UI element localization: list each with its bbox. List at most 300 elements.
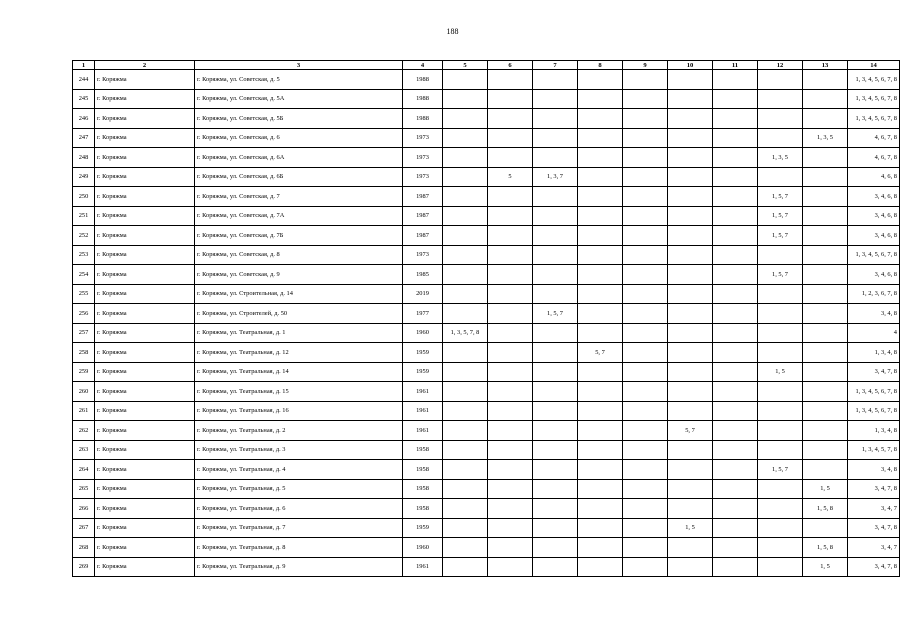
- cell-col-10: [668, 109, 713, 129]
- cell-settlement: г. Коряжма: [95, 148, 195, 168]
- cell-col-5: [443, 440, 488, 460]
- cell-col-6: [488, 557, 533, 577]
- cell-col-8: [578, 187, 623, 207]
- cell-col-14: 1, 2, 3, 6, 7, 8: [848, 284, 900, 304]
- cell-col-7: [533, 362, 578, 382]
- cell-col-8: [578, 245, 623, 265]
- cell-col-11: [713, 499, 758, 519]
- cell-year: 1960: [403, 538, 443, 558]
- cell-col-12: [758, 70, 803, 90]
- cell-settlement: г. Коряжма: [95, 440, 195, 460]
- cell-col-12: [758, 284, 803, 304]
- cell-col-13: [803, 167, 848, 187]
- cell-col-7: [533, 70, 578, 90]
- table-header-row: [73, 61, 900, 70]
- cell-col-12: [758, 499, 803, 519]
- cell-col-10: [668, 167, 713, 187]
- cell-settlement: г. Коряжма: [95, 304, 195, 324]
- cell-col-12: [758, 128, 803, 148]
- cell-col-9: [623, 362, 668, 382]
- cell-col-9: [623, 323, 668, 343]
- cell-col-6: [488, 323, 533, 343]
- cell-col-5: [443, 167, 488, 187]
- cell-col-8: [578, 206, 623, 226]
- cell-col-9: [623, 226, 668, 246]
- table-row: [73, 557, 900, 577]
- column-header-9: 9: [623, 61, 668, 70]
- cell-col-9: [623, 284, 668, 304]
- cell-col-5: [443, 187, 488, 207]
- cell-col-9: [623, 382, 668, 402]
- cell-col-9: [623, 206, 668, 226]
- cell-col-11: [713, 421, 758, 441]
- cell-settlement: г. Коряжма: [95, 499, 195, 519]
- cell-row-number: 248: [73, 148, 95, 168]
- cell-col-11: [713, 265, 758, 285]
- cell-settlement: г. Коряжма: [95, 557, 195, 577]
- cell-col-12: [758, 421, 803, 441]
- cell-address: г. Коряжма, ул. Строительная, д. 14: [195, 284, 403, 304]
- cell-col-11: [713, 401, 758, 421]
- cell-address: г. Коряжма, ул. Советская, д. 7Б: [195, 226, 403, 246]
- cell-col-7: [533, 343, 578, 363]
- cell-col-10: [668, 382, 713, 402]
- cell-col-10: [668, 538, 713, 558]
- cell-col-14: 3, 4, 6, 8: [848, 206, 900, 226]
- cell-col-13: [803, 304, 848, 324]
- cell-year: 1973: [403, 167, 443, 187]
- cell-col-9: [623, 499, 668, 519]
- cell-year: 1987: [403, 187, 443, 207]
- cell-col-11: [713, 440, 758, 460]
- table-row: [73, 187, 900, 207]
- cell-col-9: [623, 167, 668, 187]
- cell-year: 1958: [403, 460, 443, 480]
- cell-col-8: [578, 538, 623, 558]
- cell-col-12: 1, 5, 7: [758, 206, 803, 226]
- cell-col-6: [488, 343, 533, 363]
- cell-col-13: 1, 5: [803, 479, 848, 499]
- cell-row-number: 256: [73, 304, 95, 324]
- cell-settlement: г. Коряжма: [95, 167, 195, 187]
- cell-row-number: 267: [73, 518, 95, 538]
- cell-address: г. Коряжма, ул. Театральная, д. 1: [195, 323, 403, 343]
- cell-address: г. Коряжма, ул. Советская, д. 5Б: [195, 109, 403, 129]
- cell-col-14: 1, 3, 4, 5, 7, 8: [848, 440, 900, 460]
- column-header-12: 12: [758, 61, 803, 70]
- table-row: [73, 401, 900, 421]
- cell-year: 1958: [403, 479, 443, 499]
- cell-col-6: [488, 245, 533, 265]
- table-row: [73, 538, 900, 558]
- cell-address: г. Коряжма, ул. Театральная, д. 14: [195, 362, 403, 382]
- cell-col-14: 3, 4, 7, 8: [848, 557, 900, 577]
- cell-col-9: [623, 538, 668, 558]
- cell-col-6: [488, 70, 533, 90]
- cell-col-8: [578, 148, 623, 168]
- cell-col-10: [668, 304, 713, 324]
- cell-year: 1977: [403, 304, 443, 324]
- cell-address: г. Коряжма, ул. Советская, д. 5А: [195, 89, 403, 109]
- cell-col-7: [533, 128, 578, 148]
- cell-col-10: [668, 265, 713, 285]
- cell-col-11: [713, 128, 758, 148]
- cell-col-7: [533, 518, 578, 538]
- cell-address: г. Коряжма, ул. Театральная, д. 8: [195, 538, 403, 558]
- cell-col-6: [488, 284, 533, 304]
- cell-col-6: [488, 304, 533, 324]
- cell-row-number: 262: [73, 421, 95, 441]
- cell-address: г. Коряжма, ул. Театральная, д. 2: [195, 421, 403, 441]
- cell-col-10: [668, 206, 713, 226]
- cell-col-13: [803, 460, 848, 480]
- cell-col-12: [758, 343, 803, 363]
- cell-settlement: г. Коряжма: [95, 479, 195, 499]
- cell-col-13: [803, 70, 848, 90]
- cell-col-6: [488, 518, 533, 538]
- cell-col-11: [713, 323, 758, 343]
- cell-address: г. Коряжма, ул. Театральная, д. 7: [195, 518, 403, 538]
- cell-settlement: г. Коряжма: [95, 382, 195, 402]
- cell-col-6: [488, 109, 533, 129]
- column-header-3: 3: [195, 61, 403, 70]
- table-row: [73, 479, 900, 499]
- cell-settlement: г. Коряжма: [95, 460, 195, 480]
- table-row: [73, 440, 900, 460]
- cell-year: 1960: [403, 323, 443, 343]
- cell-col-9: [623, 343, 668, 363]
- column-header-7: 7: [533, 61, 578, 70]
- cell-col-8: [578, 70, 623, 90]
- cell-row-number: 269: [73, 557, 95, 577]
- table-row: [73, 226, 900, 246]
- cell-col-9: [623, 557, 668, 577]
- cell-col-12: [758, 167, 803, 187]
- cell-col-14: 3, 4, 7, 8: [848, 362, 900, 382]
- cell-col-7: [533, 89, 578, 109]
- cell-year: 1985: [403, 265, 443, 285]
- cell-col-12: [758, 440, 803, 460]
- cell-col-14: 3, 4, 6, 8: [848, 265, 900, 285]
- cell-col-11: [713, 538, 758, 558]
- cell-settlement: г. Коряжма: [95, 284, 195, 304]
- cell-settlement: г. Коряжма: [95, 70, 195, 90]
- table-row: [73, 362, 900, 382]
- cell-col-7: [533, 226, 578, 246]
- cell-row-number: 245: [73, 89, 95, 109]
- cell-col-6: [488, 89, 533, 109]
- cell-col-9: [623, 128, 668, 148]
- cell-col-9: [623, 440, 668, 460]
- cell-col-14: 3, 4, 7, 8: [848, 518, 900, 538]
- table-row: [73, 518, 900, 538]
- cell-col-13: 1, 5, 8: [803, 499, 848, 519]
- cell-col-5: [443, 362, 488, 382]
- cell-col-7: [533, 460, 578, 480]
- cell-settlement: г. Коряжма: [95, 362, 195, 382]
- cell-col-6: [488, 538, 533, 558]
- cell-col-6: [488, 382, 533, 402]
- cell-col-7: [533, 187, 578, 207]
- cell-row-number: 261: [73, 401, 95, 421]
- cell-col-9: [623, 265, 668, 285]
- cell-col-5: [443, 479, 488, 499]
- cell-col-12: [758, 538, 803, 558]
- cell-col-14: 1, 3, 4, 5, 6, 7, 8: [848, 245, 900, 265]
- cell-row-number: 249: [73, 167, 95, 187]
- cell-col-6: [488, 226, 533, 246]
- cell-settlement: г. Коряжма: [95, 89, 195, 109]
- table-body: [73, 70, 900, 577]
- cell-col-7: [533, 265, 578, 285]
- cell-row-number: 263: [73, 440, 95, 460]
- cell-col-9: [623, 187, 668, 207]
- cell-year: 1961: [403, 382, 443, 402]
- cell-col-13: [803, 401, 848, 421]
- cell-col-14: 3, 4, 6, 8: [848, 187, 900, 207]
- cell-col-14: 1, 3, 4, 5, 6, 7, 8: [848, 382, 900, 402]
- table-row: [73, 245, 900, 265]
- cell-col-10: [668, 323, 713, 343]
- cell-col-8: [578, 362, 623, 382]
- cell-col-8: [578, 226, 623, 246]
- cell-col-10: [668, 226, 713, 246]
- cell-address: г. Коряжма, ул. Театральная, д. 4: [195, 460, 403, 480]
- cell-col-13: [803, 382, 848, 402]
- cell-col-11: [713, 70, 758, 90]
- cell-row-number: 252: [73, 226, 95, 246]
- cell-col-11: [713, 362, 758, 382]
- cell-col-12: [758, 401, 803, 421]
- cell-col-9: [623, 421, 668, 441]
- cell-row-number: 246: [73, 109, 95, 129]
- cell-col-7: [533, 323, 578, 343]
- cell-address: г. Коряжма, ул. Советская, д. 8: [195, 245, 403, 265]
- column-header-10: 10: [668, 61, 713, 70]
- cell-col-13: [803, 421, 848, 441]
- cell-col-10: [668, 89, 713, 109]
- cell-year: 1987: [403, 226, 443, 246]
- cell-col-8: [578, 382, 623, 402]
- cell-col-8: [578, 323, 623, 343]
- cell-col-7: 1, 5, 7: [533, 304, 578, 324]
- cell-col-9: [623, 70, 668, 90]
- cell-col-6: [488, 421, 533, 441]
- cell-col-11: [713, 382, 758, 402]
- table-row: [73, 128, 900, 148]
- cell-row-number: 266: [73, 499, 95, 519]
- cell-col-12: 1, 5, 7: [758, 265, 803, 285]
- column-header-1: 1: [73, 61, 95, 70]
- cell-col-14: 3, 4, 8: [848, 304, 900, 324]
- cell-col-5: [443, 109, 488, 129]
- cell-col-5: [443, 70, 488, 90]
- cell-row-number: 250: [73, 187, 95, 207]
- table-row: [73, 421, 900, 441]
- cell-col-12: [758, 382, 803, 402]
- cell-settlement: г. Коряжма: [95, 128, 195, 148]
- cell-col-11: [713, 304, 758, 324]
- cell-col-12: [758, 479, 803, 499]
- cell-col-10: [668, 343, 713, 363]
- cell-col-7: [533, 557, 578, 577]
- buildings-table: [72, 60, 900, 577]
- cell-row-number: 247: [73, 128, 95, 148]
- cell-row-number: 258: [73, 343, 95, 363]
- cell-col-7: [533, 206, 578, 226]
- cell-col-5: [443, 343, 488, 363]
- table-row: [73, 89, 900, 109]
- cell-col-8: [578, 167, 623, 187]
- cell-col-6: [488, 206, 533, 226]
- cell-col-8: [578, 128, 623, 148]
- cell-col-6: [488, 401, 533, 421]
- cell-col-11: [713, 167, 758, 187]
- cell-col-6: [488, 128, 533, 148]
- cell-col-13: [803, 148, 848, 168]
- cell-col-6: [488, 479, 533, 499]
- cell-address: г. Коряжма, ул. Театральная, д. 3: [195, 440, 403, 460]
- cell-col-6: [488, 187, 533, 207]
- cell-col-13: [803, 109, 848, 129]
- cell-col-7: [533, 421, 578, 441]
- cell-year: 1961: [403, 421, 443, 441]
- cell-settlement: г. Коряжма: [95, 245, 195, 265]
- cell-col-7: [533, 479, 578, 499]
- cell-row-number: 265: [73, 479, 95, 499]
- cell-year: 2019: [403, 284, 443, 304]
- cell-col-12: [758, 109, 803, 129]
- cell-col-9: [623, 89, 668, 109]
- cell-col-11: [713, 109, 758, 129]
- cell-address: г. Коряжма, ул. Театральная, д. 16: [195, 401, 403, 421]
- cell-col-9: [623, 479, 668, 499]
- cell-row-number: 260: [73, 382, 95, 402]
- cell-col-13: [803, 518, 848, 538]
- cell-col-12: 1, 5, 7: [758, 187, 803, 207]
- cell-settlement: г. Коряжма: [95, 538, 195, 558]
- cell-col-14: 1, 3, 4, 8: [848, 343, 900, 363]
- column-header-14: 14: [848, 61, 900, 70]
- cell-col-5: [443, 89, 488, 109]
- cell-col-13: 1, 5: [803, 557, 848, 577]
- cell-col-14: 3, 4, 7: [848, 538, 900, 558]
- table-row: [73, 382, 900, 402]
- cell-row-number: 251: [73, 206, 95, 226]
- cell-col-13: [803, 440, 848, 460]
- cell-col-7: [533, 284, 578, 304]
- cell-row-number: 264: [73, 460, 95, 480]
- cell-settlement: г. Коряжма: [95, 518, 195, 538]
- cell-col-6: [488, 362, 533, 382]
- table-row: [73, 284, 900, 304]
- cell-col-12: [758, 304, 803, 324]
- cell-address: г. Коряжма, ул. Советская, д. 5: [195, 70, 403, 90]
- cell-year: 1961: [403, 401, 443, 421]
- cell-col-10: [668, 362, 713, 382]
- cell-col-5: [443, 499, 488, 519]
- column-header-8: 8: [578, 61, 623, 70]
- cell-col-10: [668, 70, 713, 90]
- cell-row-number: 253: [73, 245, 95, 265]
- cell-col-8: [578, 460, 623, 480]
- cell-col-9: [623, 245, 668, 265]
- cell-col-7: [533, 245, 578, 265]
- cell-col-12: [758, 323, 803, 343]
- cell-address: г. Коряжма, ул. Театральная, д. 6: [195, 499, 403, 519]
- cell-year: 1988: [403, 89, 443, 109]
- cell-col-11: [713, 206, 758, 226]
- cell-col-11: [713, 518, 758, 538]
- cell-col-14: 1, 3, 4, 5, 6, 7, 8: [848, 109, 900, 129]
- cell-col-8: [578, 284, 623, 304]
- column-header-6: 6: [488, 61, 533, 70]
- cell-settlement: г. Коряжма: [95, 401, 195, 421]
- cell-col-5: [443, 245, 488, 265]
- cell-settlement: г. Коряжма: [95, 265, 195, 285]
- cell-settlement: г. Коряжма: [95, 323, 195, 343]
- cell-col-13: [803, 343, 848, 363]
- cell-col-8: 5, 7: [578, 343, 623, 363]
- cell-year: 1959: [403, 518, 443, 538]
- cell-col-5: [443, 518, 488, 538]
- cell-col-11: [713, 148, 758, 168]
- cell-year: 1988: [403, 109, 443, 129]
- column-header-5: 5: [443, 61, 488, 70]
- cell-settlement: г. Коряжма: [95, 187, 195, 207]
- cell-col-14: 4, 6, 7, 8: [848, 128, 900, 148]
- cell-year: 1973: [403, 148, 443, 168]
- table-row: [73, 499, 900, 519]
- cell-year: 1959: [403, 343, 443, 363]
- cell-col-8: [578, 499, 623, 519]
- cell-col-11: [713, 89, 758, 109]
- cell-col-7: [533, 109, 578, 129]
- cell-col-6: [488, 499, 533, 519]
- cell-address: г. Коряжма, ул. Театральная, д. 15: [195, 382, 403, 402]
- cell-settlement: г. Коряжма: [95, 109, 195, 129]
- table-row: [73, 109, 900, 129]
- column-header-13: 13: [803, 61, 848, 70]
- cell-col-8: [578, 440, 623, 460]
- cell-col-12: 1, 5: [758, 362, 803, 382]
- cell-settlement: г. Коряжма: [95, 206, 195, 226]
- cell-row-number: 244: [73, 70, 95, 90]
- cell-col-10: [668, 284, 713, 304]
- column-header-4: 4: [403, 61, 443, 70]
- cell-col-13: [803, 284, 848, 304]
- cell-col-14: 3, 4, 6, 8: [848, 226, 900, 246]
- cell-col-14: 1, 3, 4, 8: [848, 421, 900, 441]
- cell-col-10: [668, 499, 713, 519]
- cell-year: 1961: [403, 557, 443, 577]
- cell-col-12: [758, 245, 803, 265]
- cell-col-11: [713, 187, 758, 207]
- cell-col-12: 1, 5, 7: [758, 226, 803, 246]
- cell-address: г. Коряжма, ул. Театральная, д. 5: [195, 479, 403, 499]
- cell-col-5: [443, 284, 488, 304]
- cell-col-8: [578, 557, 623, 577]
- cell-col-12: [758, 89, 803, 109]
- cell-col-7: [533, 148, 578, 168]
- cell-col-5: [443, 206, 488, 226]
- cell-col-13: 1, 5, 8: [803, 538, 848, 558]
- cell-year: 1958: [403, 499, 443, 519]
- cell-col-6: [488, 440, 533, 460]
- cell-col-10: [668, 479, 713, 499]
- cell-col-10: [668, 460, 713, 480]
- cell-col-7: [533, 538, 578, 558]
